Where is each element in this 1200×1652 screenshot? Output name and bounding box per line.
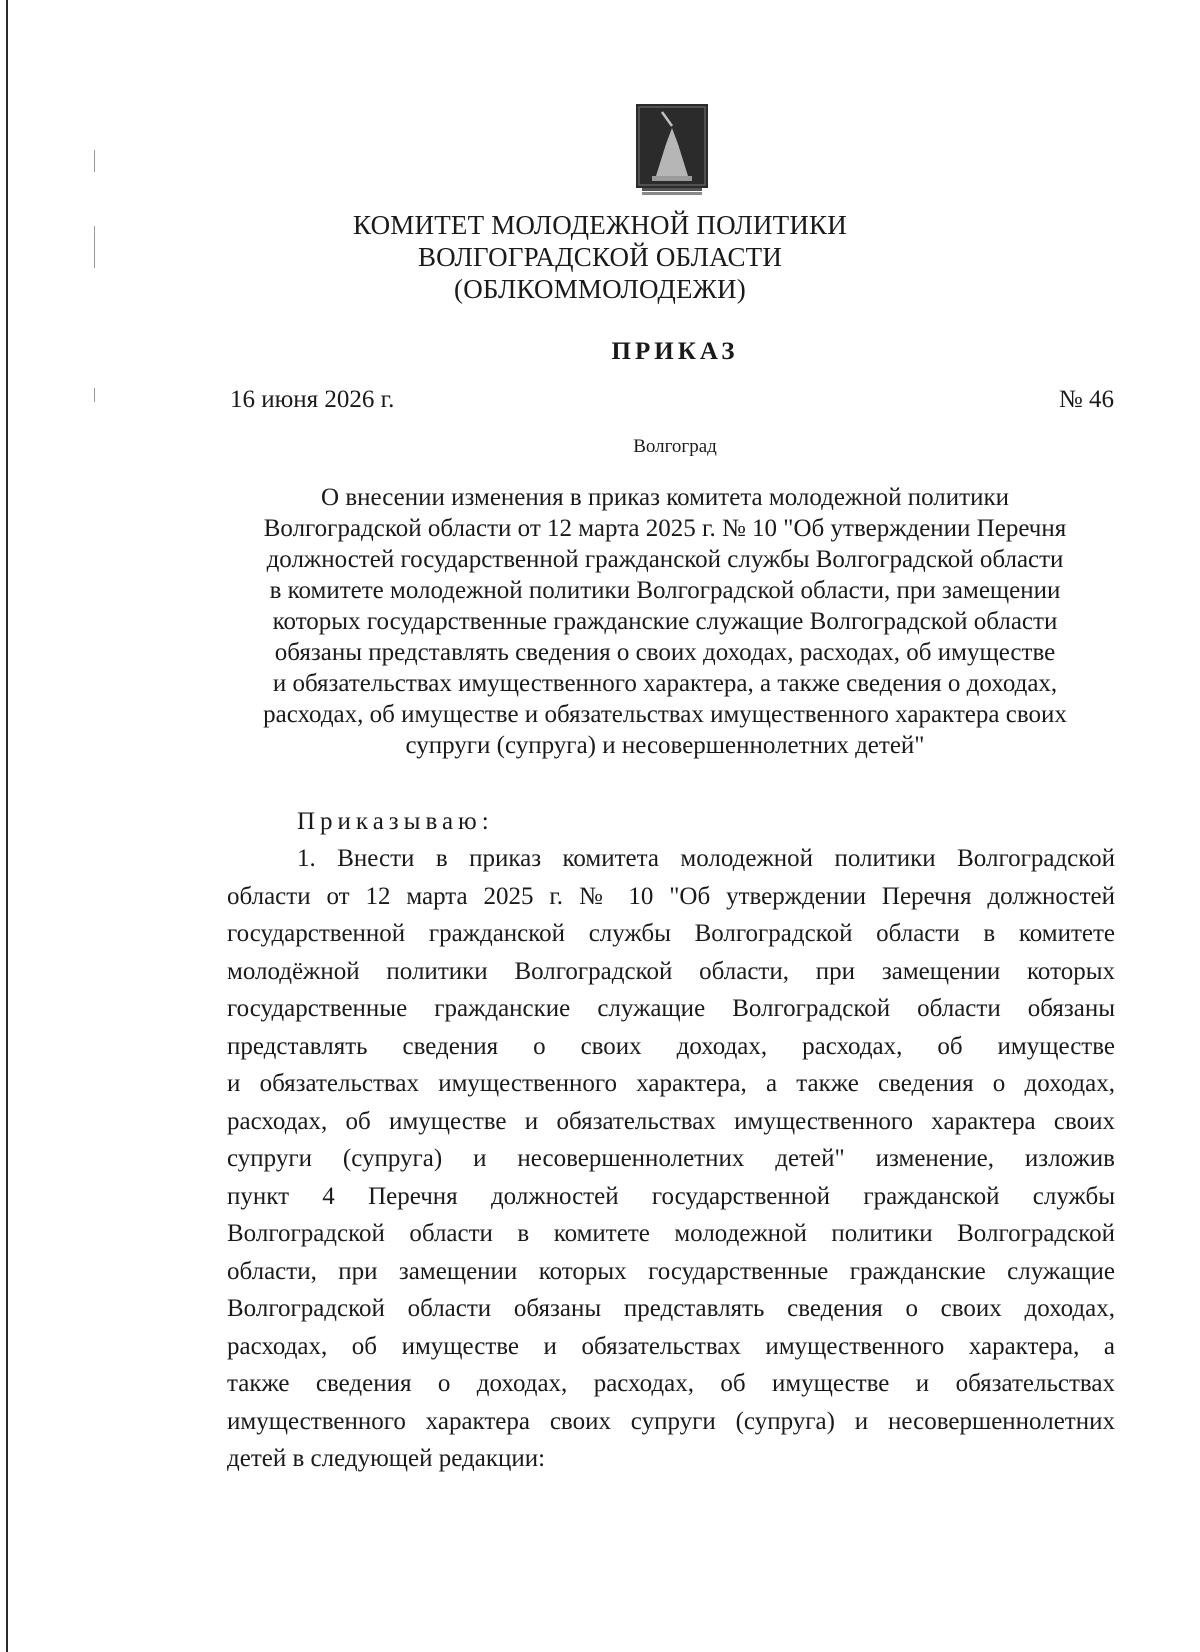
paragraph-line: детей в следующей редакции: — [227, 1445, 546, 1472]
subject-line: которых государственные гражданские служащие Волгоградской области — [272, 608, 1058, 635]
paragraph-line: расходах, об имуществе и обязательствах имущественного характера, а — [227, 1332, 1115, 1360]
order-word: Приказываю: — [297, 808, 494, 835]
scan-artifact-mark — [94, 150, 95, 172]
paragraph-line: Волгоградской области в комитете молодежной политики Волгоградской — [227, 1220, 1115, 1247]
subject-line: супруги (супруга) и несовершеннолетних детей" — [405, 732, 925, 759]
paragraph-line: области от 12 марта 2025 г. № 10 "Об утверждении Перечня должностей — [227, 882, 1115, 910]
subject-line: О внесении изменения в приказ комитета молодежной политики — [321, 484, 1009, 511]
paragraph-line: государственные гражданские служащие Волгоградской области обязаны — [227, 995, 1115, 1022]
scan-artifact-mark — [94, 388, 95, 402]
paragraph-line: пункт 4 Перечня должностей государственной гражданской службы — [227, 1182, 1115, 1210]
subject-line: Волгоградской области от 12 марта 2025 г. № 10 "Об утверждении Перечня — [263, 515, 1067, 542]
paragraph-line: также сведения о доходах, расходах, об имуществе и обязательствах — [227, 1370, 1115, 1397]
paragraph-line: государственной гражданской службы Волгоградской области в комитете — [227, 920, 1115, 947]
paragraph-line: имущественного характера своих супруги (супруга) и несовершеннолетних — [227, 1407, 1115, 1435]
document-date: 16 июня 2026 г. — [230, 386, 395, 413]
committee-line: (ОБЛКОММОЛОДЕЖИ) — [454, 274, 746, 304]
committee-line: КОМИТЕТ МОЛОДЕЖНОЙ ПОЛИТИКИ — [353, 210, 847, 240]
document-city: Волгоград — [633, 436, 717, 457]
paragraph-line: представлять сведения о своих доходах, расходах, об имуществе — [227, 1032, 1115, 1060]
paragraph-line: и обязательствах имущественного характера, а также сведения о доходах, — [227, 1070, 1115, 1097]
document-subject — [210, 482, 1120, 761]
document-number: № 46 — [1058, 386, 1114, 413]
committee-line: ВОЛГОГРАДСКОЙ ОБЛАСТИ — [417, 242, 783, 272]
paragraph-line: 1. Внести в приказ комитета молодежной политики Волгоградской — [297, 845, 1115, 872]
paragraph-line: расходах, об имуществе и обязательствах имущественного характера своих — [227, 1107, 1115, 1135]
coat-of-arms-icon — [636, 104, 708, 196]
order-paragraph-1 — [227, 840, 1115, 1478]
subject-line: расходах, об имуществе и обязательствах имущественного характера своих — [263, 701, 1067, 728]
paragraph-line: молодёжной политики Волгоградской области, при замещении которых — [227, 957, 1115, 985]
subject-line: в комитете молодежной политики Волгоградской области, при замещении — [269, 577, 1061, 604]
subject-line: должностей государственной гражданской службы Волгоградской области — [266, 546, 1064, 573]
paragraph-line: Волгоградской области обязаны представлять сведения о своих доходах, — [227, 1295, 1115, 1322]
committee-heading — [0, 209, 1200, 305]
subject-line: и обязательствах имущественного характера, а также сведения о доходах, — [272, 670, 1058, 697]
paragraph-line: области, при замещении которых государственные гражданские служащие — [227, 1257, 1115, 1285]
paragraph-line: супруги (супруга) и несовершеннолетних детей" изменение, изложив — [227, 1145, 1115, 1172]
document-type-title: ПРИКАЗ — [611, 338, 739, 365]
subject-line: обязаны представлять сведения о своих доходах, расходах, об имуществе — [274, 639, 1056, 666]
